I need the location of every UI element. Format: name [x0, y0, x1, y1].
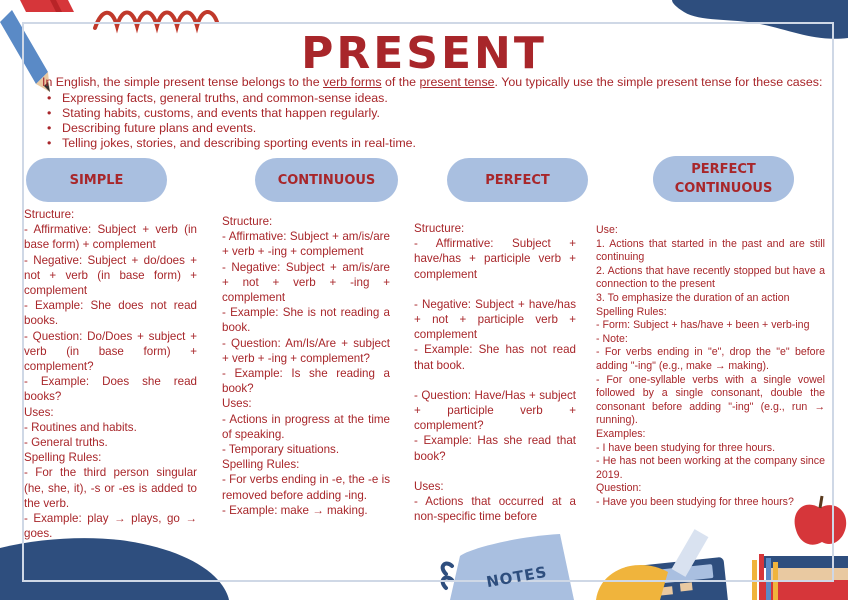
column-line: - Affirmative: Subject + verb (in base form) + complement — [24, 223, 197, 252]
bullet-item: • Stating habits, customs, and events that happen regularly. — [62, 106, 416, 121]
present-tense-link[interactable]: present tense — [419, 75, 495, 89]
column-line: - Example: Does she read books? — [24, 375, 197, 404]
column-line: - Example: make → making. — [222, 503, 368, 517]
column-line: - Negative: Subject + am/is/are + not + verb + -ing + complement — [222, 260, 390, 305]
column-line: - Routines and habits. — [24, 420, 137, 434]
column-line: - He has not been working at the company since 2019. — [596, 455, 825, 481]
notes-label: NOTES — [484, 562, 549, 592]
column-line: - Have you been studying for three hours? — [596, 495, 794, 508]
column-line: - Actions in progress at the time of speaking. — [222, 412, 390, 441]
column-line: - Actions that occurred at a non-specific time before — [414, 495, 576, 524]
column-line: - Example: She is not reading a book. — [222, 306, 390, 335]
heading-simple — [26, 158, 167, 202]
column-line: Spelling Rules: — [222, 458, 300, 472]
bullet-item: • Expressing facts, general truths, and common-sense ideas. — [62, 91, 416, 106]
column-line: Use: — [596, 224, 618, 236]
column-line: - For the third person singular (he, she, it), -s or -es is added to the verb. — [24, 466, 197, 510]
column-line: - Example: play → plays, go → goes. — [24, 512, 197, 541]
column-continuous — [222, 214, 390, 518]
intro-text-after: . You typically use the simple present tense for these cases: — [494, 75, 823, 89]
column-line: - Negative: Subject + do/does + not + verb (in base form) + complement — [24, 253, 197, 298]
heading-continuous — [255, 158, 398, 202]
column-line: Structure: — [24, 208, 75, 221]
column-line: Spelling Rules: — [24, 451, 102, 465]
verb-forms-link[interactable]: verb forms — [323, 75, 382, 89]
column-line: Examples: — [596, 427, 646, 440]
heading-perfect-continuous — [653, 156, 794, 202]
column-line: - For verbs ending in -e, the -e is removed before adding -ing. — [222, 473, 390, 502]
column-line: 3. To emphasize the duration of an action — [596, 291, 790, 304]
column-line: - Question: Am/Is/Are + subject + verb + -ing + complement? — [222, 336, 390, 365]
column-simple — [24, 207, 197, 541]
column-line: - I have been studying for three hours. — [596, 441, 776, 454]
heading-simple-label: SIMPLE — [69, 172, 124, 188]
column-line: Uses: — [222, 397, 252, 411]
column-perfect-continuous — [596, 224, 825, 509]
column-perfect — [414, 221, 576, 524]
column-line: - Example: She has not read that book. — [414, 343, 576, 372]
column-line: - Question: Do/Does + subject + verb (in base form) + complement? — [24, 329, 197, 374]
column-line — [414, 464, 576, 479]
column-line: 1. Actions that started in the past and are still continuing — [596, 237, 825, 264]
column-line: - For one-syllable verbs with a single vowel followed by a single consonant, double the consonant before adding "-ing" (e.g., run → running). — [596, 373, 825, 427]
column-line: - Affirmative: Subject + have/has + participle verb + complement — [414, 237, 576, 281]
heading-continuous-label: CONTINUOUS — [277, 172, 376, 188]
page-title: PRESENT — [301, 28, 547, 79]
column-line: - Affirmative: Subject + am/is/are + verb + -ing + complement — [222, 230, 390, 259]
column-line — [414, 282, 576, 297]
column-line: - Example: She does not read books. — [24, 299, 197, 328]
column-line: - Note: — [596, 332, 628, 345]
column-line: Question: — [596, 482, 642, 495]
column-line: - Negative: Subject + have/has + not + participle verb + complement — [414, 297, 576, 342]
crayon-icon — [20, 0, 74, 12]
bullet-item: • Describing future plans and events. — [62, 121, 416, 136]
column-line — [414, 373, 576, 388]
heading-perfect-continuous-label: PERFECT CONTINUOUS — [674, 162, 773, 196]
intro-text-middle: of the — [381, 75, 420, 89]
column-line: Uses: — [414, 479, 444, 493]
column-line: Uses: — [24, 405, 54, 419]
column-line: Structure: — [222, 215, 273, 228]
intro-paragraph — [42, 75, 832, 90]
column-line: - General truths. — [24, 436, 108, 450]
heading-perfect-label: PERFECT — [485, 172, 550, 188]
bullet-item: • Telling jokes, stories, and describing sporting events in real-time. — [62, 136, 416, 151]
column-line: - Form: Subject + has/have + been + verb-ing — [596, 319, 810, 332]
column-line: - For verbs ending in "e", drop the "e" before adding "-ing" (e.g., make → making). — [596, 346, 825, 372]
column-line: - Example: Is she reading a book? — [222, 367, 390, 396]
column-line: Spelling Rules: — [596, 305, 667, 318]
column-line: Structure: — [414, 222, 465, 235]
column-line: - Question: Have/Has + subject + participle verb + complement? — [414, 388, 576, 433]
column-line: - Temporary situations. — [222, 443, 340, 457]
heading-perfect — [447, 158, 588, 202]
column-line: - Example: Has she read that book? — [414, 434, 576, 463]
uses-bullet-list — [42, 91, 416, 151]
intro-text-before: In English, the simple present tense belongs to the — [42, 75, 324, 89]
column-line: 2. Actions that have recently stopped but have a connection to the present — [596, 264, 825, 291]
